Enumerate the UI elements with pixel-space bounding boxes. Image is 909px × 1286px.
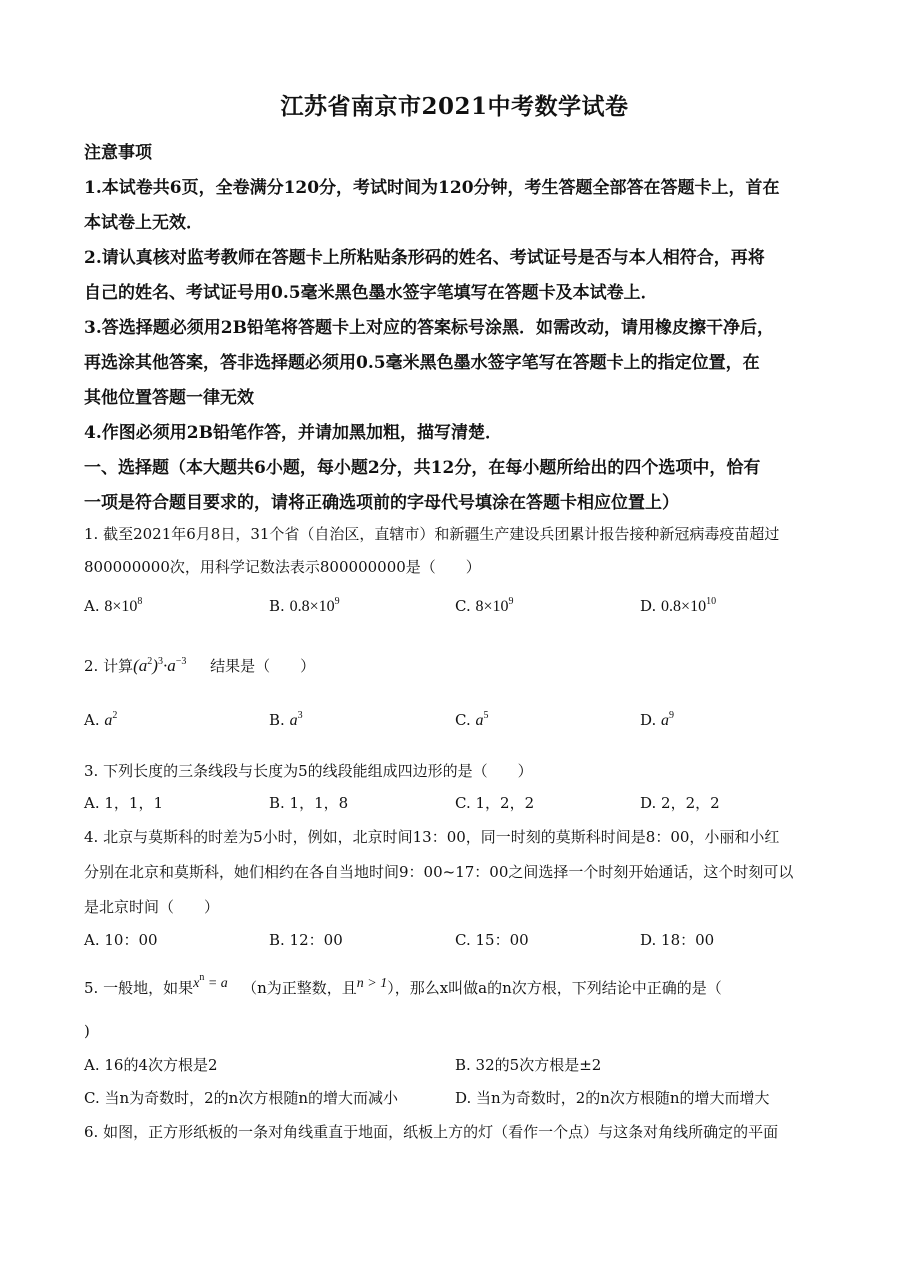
- question-1-text: 800000000次，用科学记数法表示800000000是（ ）: [84, 558, 481, 576]
- question-4-text: 是北京时间（ ）: [84, 898, 220, 916]
- q4-option-c: C. 15：00: [455, 931, 529, 949]
- notice-line: 其他位置答题一律无效: [84, 388, 254, 408]
- q1-option-a-value: $8\times 10^8$: [104, 596, 143, 615]
- q3-option-c: C. 1，2，2: [455, 794, 535, 812]
- notice-heading: 注意事项: [84, 143, 152, 163]
- q4-option-b: B. 12：00: [269, 931, 343, 949]
- page-title: 江苏省南京市2021中考数学试卷: [280, 93, 629, 120]
- section-heading: 一、选择题（本大题共6小题，每小题2分，共12分，在每小题所给出的四个选项中，恰有: [84, 458, 761, 478]
- q5-equation: $x^n = a$: [193, 972, 228, 991]
- q3-option-a: A. 1，1，1: [84, 794, 163, 812]
- q3-option-b: B. 1，1，8: [269, 794, 349, 812]
- notice-line: 3.答选择题必须用2B铅笔将答题卡上对应的答案标号涂黑．如需改动，请用橡皮擦干净后，: [84, 318, 774, 338]
- q2-option-d: D. $a^9$: [640, 710, 675, 729]
- notice-line: 1.本试卷共6页，全卷满分120分，考试时间为120分钟，考生答题全部答在答题卡上，首在: [84, 178, 780, 198]
- q2-option-a: A. $a^2$: [84, 710, 118, 729]
- question-2-text: 2. 计算$(a^2)^3\cdot a^{-3}$ 结果是（ ）: [84, 656, 316, 675]
- notice-line: 4.作图必须用2B铅笔作答，并请加黑加粗，描写清楚．: [84, 423, 502, 443]
- q2-option-c: C. $a^5$: [455, 710, 489, 729]
- q1-option-a: A. $8\times 10^8$: [84, 596, 143, 615]
- q1-option-b-value: $0.8\times 10^9$: [289, 596, 340, 615]
- question-5-text-close: ): [84, 1022, 90, 1040]
- q3-option-d: D. 2，2，2: [640, 794, 720, 812]
- question-1-text: 1. 截至2021年6月8日，31个省（自治区，直辖市）和新疆生产建设兵团累计报告接种新冠病毒疫苗超过: [84, 525, 780, 543]
- q2-expression: $(a^2)^3\cdot a^{-3}$: [133, 656, 187, 675]
- q5-option-d: D. 当n为奇数时，2的n次方根随n的增大而增大: [455, 1089, 770, 1107]
- q1-option-c: C. $8\times 10^9$: [455, 596, 514, 615]
- question-4-text: 4. 北京与莫斯科的时差为5小时，例如，北京时间13：00，同一时刻的莫斯科时间是8：00，小丽和小红: [84, 828, 780, 846]
- q5-option-b: B. 32的5次方根是±2: [455, 1056, 602, 1074]
- q1-option-d: D. $0.8\times 10^{10}$: [640, 596, 717, 615]
- q4-option-d: D. 18：00: [640, 931, 715, 949]
- section-heading: 一项是符合题目要求的，请将正确选项前的字母代号填涂在答题卡相应位置上）: [84, 493, 679, 513]
- q5-option-a: A. 16的4次方根是2: [84, 1056, 218, 1074]
- question-6-text: 6. 如图，正方形纸板的一条对角线重直于地面，纸板上方的灯（看作一个点）与这条对角线所确定的平面: [84, 1123, 779, 1141]
- q4-option-a: A. 10：00: [84, 931, 158, 949]
- q1-option-d-value: $0.8\times 10^{10}$: [661, 596, 717, 615]
- q1-option-b: B. $0.8\times 10^9$: [269, 596, 340, 615]
- q5-condition: n > 1: [356, 976, 388, 991]
- q2-option-b: B. $a^3$: [269, 710, 303, 729]
- question-4-text: 分别在北京和莫斯科，她们相约在各自当地时间9：00~17：00之间选择一个时刻开始通话，这个时刻可以: [84, 863, 794, 881]
- question-3-text: 3. 下列长度的三条线段与长度为5的线段能组成四边形的是（ ）: [84, 762, 533, 780]
- notice-line: 2.请认真核对监考教师在答题卡上所粘贴条形码的姓名、考试证号是否与本人相符合，再将: [84, 248, 765, 268]
- notice-line: 自己的姓名、考试证号用0.5毫米黑色墨水签字笔填写在答题卡及本试卷上．: [84, 283, 658, 303]
- notice-line: 再选涂其他答案，答非选择题必须用0.5毫米黑色墨水签字笔写在答题卡上的指定位置，在: [84, 353, 760, 373]
- notice-line: 本试卷上无效．: [84, 213, 203, 233]
- question-5-text: 5. 一般地，如果$x^n = a$ （n为正整数，且n > 1），那么x叫做a的n次方根，下列结论中正确的是（: [84, 972, 722, 997]
- q1-option-c-value: $8\times 10^9$: [475, 596, 514, 615]
- q5-option-c: C. 当n为奇数时，2的n次方根随n的增大而减小: [84, 1089, 399, 1107]
